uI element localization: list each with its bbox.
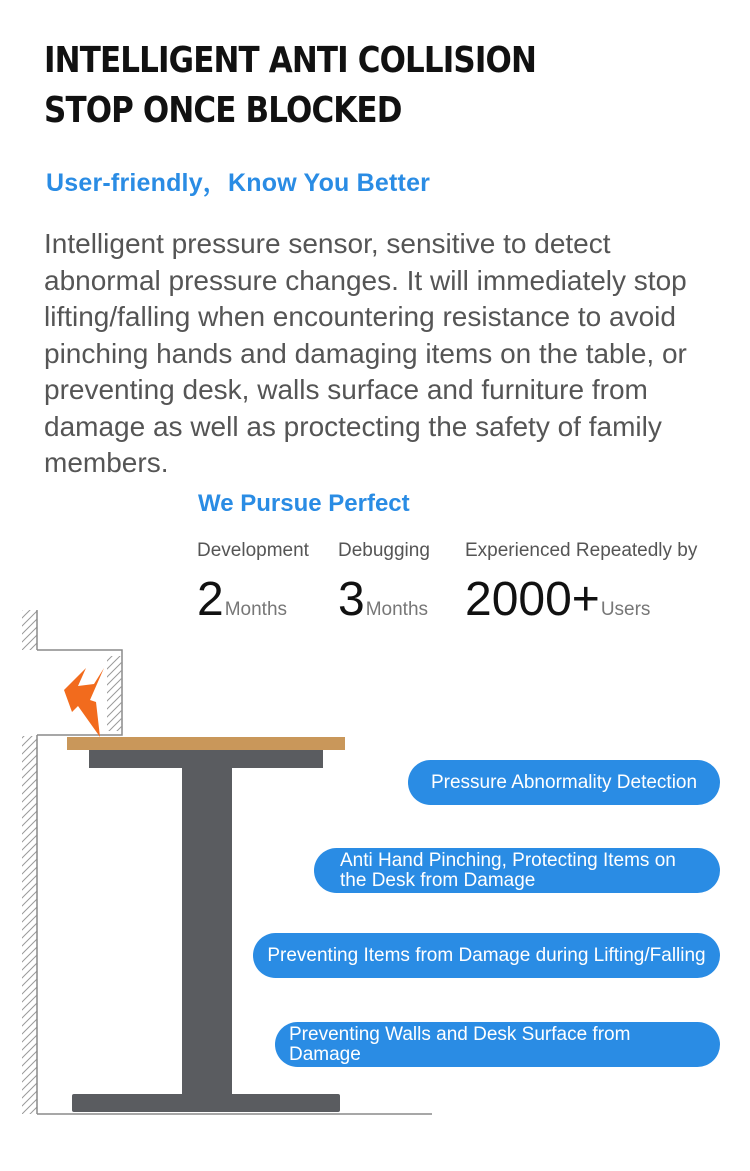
stat-unit: Months <box>224 599 288 620</box>
subtitle: User-friendly，Know You Better <box>46 169 431 197</box>
pursue-title: We Pursue Perfect <box>198 490 410 517</box>
headline-line-1: INTELLIGENT ANTI COLLISION <box>44 40 537 81</box>
lightning-warning-icon <box>64 668 104 737</box>
description-text: Intelligent pressure sensor, sensitive to detect abnormal pressure changes. It will immediately stop lifting/falling when encountering resistance to avoid pinching hands and damaging items on the table, or preventing desk, walls surface and furniture from damage as well as proctecting the safety of family members. <box>44 228 687 478</box>
stat-label: Debugging <box>338 540 430 561</box>
feature-pill <box>253 933 720 978</box>
stat-number: 3 <box>338 573 365 626</box>
feature-pill <box>314 848 720 893</box>
desk-top <box>67 737 345 750</box>
stat-label: Development <box>197 540 309 561</box>
wall-hatching <box>22 736 37 1114</box>
feature-pill <box>275 1022 720 1067</box>
wall-hatching <box>22 610 37 650</box>
feature-pill <box>408 760 720 805</box>
feature-label: Anti Hand Pinching, Protecting Items on the Desk from Damage <box>340 849 676 891</box>
desk-crossbar <box>89 750 323 768</box>
shelf-hatching <box>107 656 122 731</box>
desk-leg <box>182 768 232 1094</box>
stat-label: Experienced Repeatedly by <box>465 540 698 561</box>
stat-unit: Users <box>600 599 651 620</box>
stat-number: 2000+ <box>465 573 600 626</box>
desk-foot <box>72 1094 340 1112</box>
feature-label: Preventing Walls and Desk Surface from Damage <box>289 1023 631 1065</box>
stat-unit: Months <box>365 599 429 620</box>
stat-number: 2 <box>197 573 224 626</box>
feature-label: Preventing Items from Damage during Lifting/Falling <box>267 944 706 966</box>
feature-label: Pressure Abnormality Detection <box>430 771 698 793</box>
headline-line-2: STOP ONCE BLOCKED <box>44 90 402 131</box>
